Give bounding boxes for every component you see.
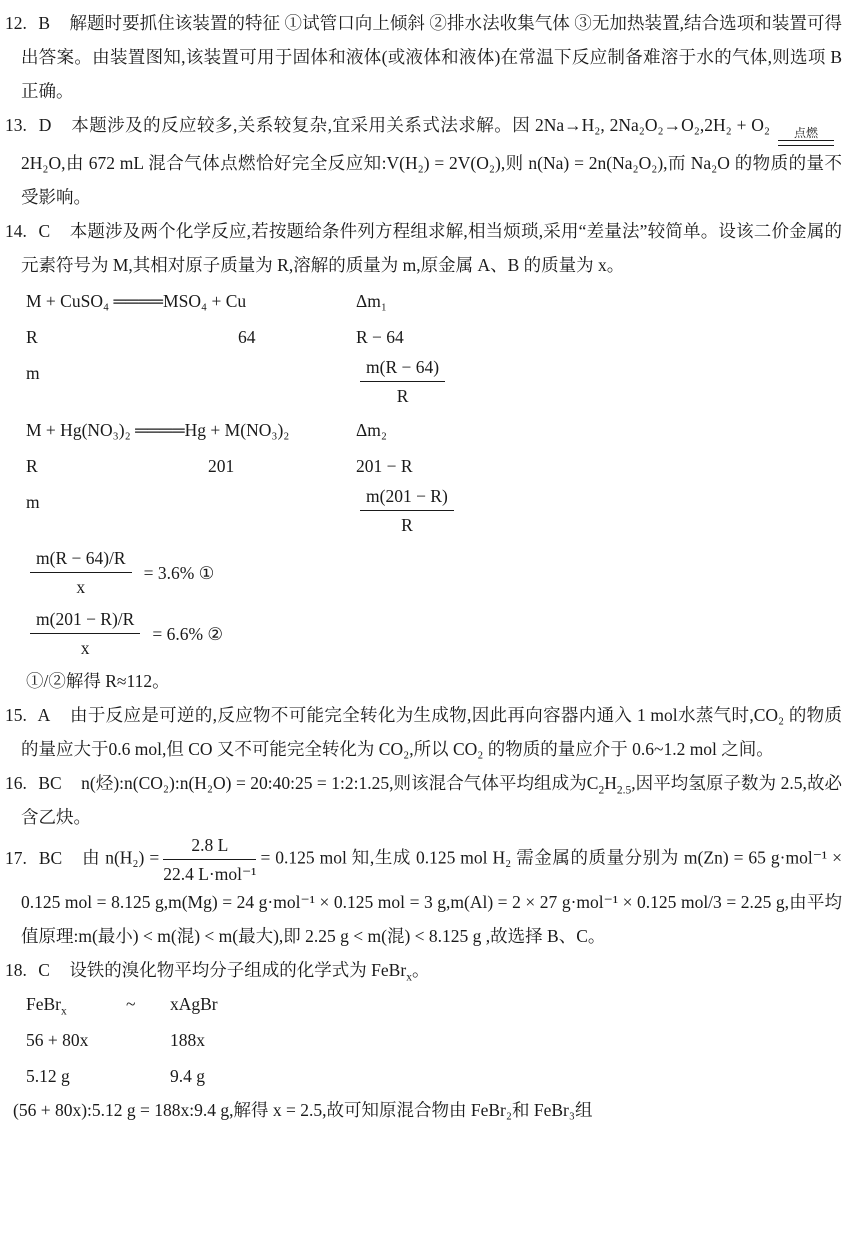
proportion-mass-left: 56 + 80x: [26, 1030, 89, 1050]
proportion-mass-right: 188x: [170, 1030, 205, 1050]
formula-c: C: [586, 773, 599, 793]
fraction: [360, 356, 445, 407]
formula-c-sub: 2: [598, 784, 605, 797]
proportion-blank: [126, 1023, 170, 1057]
item-15-text: 由于反应是可逆的,反应物不可能完全转化为生成物,因此再向容器内通入 1 mol水蒸气时,CO₂ 的物质的量应大于0.6 mol,但 CO 又不可能完全转化为 CO₂,所以 CO₂ 的物质的量应介于 0.6~1.2 mol 之间。: [21, 705, 842, 759]
eq1-given-mass: m: [26, 363, 40, 383]
formula-h: H: [604, 773, 617, 793]
item-16-answer: BC: [38, 773, 62, 793]
eq1-empty: [238, 356, 356, 390]
difference-method-equation-2: [26, 413, 842, 536]
eq1-reactant-mass: R: [26, 327, 38, 347]
item-17: [5, 834, 842, 953]
item-13-text-a: 本题涉及的反应较多,关系较复杂,宜采用关系式法求解。因 2Na→H₂, 2Na₂O₂→O₂,2H₂ + O₂: [71, 115, 771, 135]
eq2-given-mass: m: [26, 492, 40, 512]
item-18-text: 设铁的溴化物平均分子组成的化学式为 FeBr: [69, 960, 407, 980]
ignite-label: 点燃: [794, 126, 819, 140]
proportion-blank: [126, 1059, 170, 1093]
item-13-number: 13.: [5, 115, 27, 135]
eq1-fraction: [356, 356, 842, 407]
item-14-solution-line: ①/②解得 R≈112。: [26, 671, 170, 691]
febr-sub: x: [61, 1005, 67, 1018]
proportion-table: [26, 987, 842, 1093]
fraction-numerator: m(201 − R): [360, 485, 454, 511]
febr-text: FeBr: [26, 994, 61, 1014]
eq1-delta: Δm₁: [356, 291, 387, 311]
fraction-denominator: R: [396, 386, 409, 406]
proportion-xagbr: xAgBr: [170, 994, 218, 1014]
equation-double-line: [778, 140, 834, 146]
item-16-number: 16.: [5, 773, 27, 793]
eq2-empty: [208, 485, 356, 519]
febr-x-sub: x: [406, 971, 412, 984]
item-12: [5, 6, 842, 108]
formula-h-sub: 2.5: [616, 784, 632, 797]
item-18-answer: C: [38, 960, 50, 980]
item-13-answer: D: [38, 115, 52, 135]
proportion-febrx: [26, 987, 126, 1021]
fraction-numerator: m(201 − R)/R: [30, 608, 140, 634]
fraction: [163, 834, 256, 885]
item-17-answer: BC: [38, 847, 63, 868]
eq1-diff: R − 64: [356, 327, 404, 347]
item-12-number: 12.: [5, 13, 27, 33]
item-18-text-end: 。: [411, 960, 430, 980]
eq2-fraction: [356, 485, 842, 536]
item-16-text-b: ,因平均氢原子数为 2.5,故必含乙炔。: [21, 773, 843, 827]
item-16-text-a: n(烃):n(CO₂):n(H₂O) = 20:40:25 = 1:2:1.25,则该混合气体平均组成为: [81, 773, 587, 793]
item-16: [5, 766, 842, 834]
item-13: [5, 108, 842, 214]
eq2-formula: M + Hg(NO₃)₂ ════Hg + M(NO₃)₂: [26, 420, 290, 440]
item-12-answer: B: [38, 13, 50, 33]
fraction-denominator: R: [401, 515, 413, 535]
item-18-number: 18.: [5, 960, 27, 980]
eq2-delta: Δm₂: [356, 420, 387, 440]
item-12-text: 解题时要抓住该装置的特征 ①试管口向上倾斜 ②排水法收集气体 ③无加热装置,结合选项和装置可得出答案。由装置图知,该装置可用于固体和液体(或液体和液体)在常温下反应制备难溶于水的气体,则选项 B 正确。: [21, 13, 843, 101]
difference-method-equation-1: [26, 284, 842, 407]
item-13-text-b: 2H₂O,由 672 mL 混合气体点燃恰好完全反应知:V(H₂) = 2V(O₂),则 n(Na) = 2n(Na₂O₂),而 Na₂O 的物质的量不受影响。: [21, 153, 842, 207]
fraction: [360, 485, 454, 536]
proportion-grams-right: 9.4 g: [170, 1066, 205, 1086]
percent-equation-2: [26, 603, 842, 664]
item-15: [5, 698, 842, 766]
fraction-denominator: x: [80, 638, 90, 658]
item-15-number: 15.: [5, 705, 27, 725]
fraction-numerator: m(R − 64)/R: [30, 547, 132, 573]
item-14-answer: C: [38, 221, 51, 241]
percent-equation-1-rhs: = 3.6% ①: [143, 562, 215, 583]
fraction-denominator: 22.4 L·mol⁻¹: [163, 864, 257, 884]
fraction: [30, 608, 140, 659]
eq2-reactant-mass: R: [26, 456, 38, 476]
item-18: [5, 953, 842, 987]
item-17-text-b: = 0.125 mol 知,生成 0.125 mol H₂ 需金属的质量分别为 m(Zn) = 65 g·mol⁻¹ × 0.125 mol = 8.125 g,m(Mg) = 24 g·mol⁻¹ × 0.125 mol = 3 g,m(Al) = 2 × 27 g·mol⁻¹ × 0.125 mol/3 = 2.25 g,由平均值原理:m(最小) < m(混) < m(最大),即 2.25 g < m(混) < 8.125 g ,故选择 B、C。: [21, 847, 843, 946]
eq2-product-mass: 201: [208, 456, 235, 476]
item-18-solution-line: (56 + 80x):5.12 g = 188x:9.4 g,解得 x = 2.5,故可知原混合物由 FeBr₂和 FeBr₃组: [13, 1100, 593, 1120]
fraction-numerator: m(R − 64): [360, 356, 445, 382]
item-14-number: 14.: [5, 221, 27, 241]
item-17-text-a: 由 n(H₂) =: [82, 847, 160, 868]
eq1-formula: M + CuSO₄ ════MSO₄ + Cu: [26, 291, 247, 311]
ignition-condition: [778, 126, 834, 146]
item-17-number: 17.: [5, 847, 27, 868]
proportion-tilde: ~: [126, 994, 136, 1014]
percent-equation-2-rhs: = 6.6% ②: [152, 623, 224, 644]
percent-equation-1: [26, 542, 842, 603]
item-14-text: 本题涉及两个化学反应,若按题给条件列方程组求解,相当烦琐,采用“差量法”较简单。设该二价金属的元素符号为 M,其相对原子质量为 R,溶解的质量为 m,原金属 A、B 的质量为 x。: [21, 221, 843, 275]
proportion-grams-left: 5.12 g: [26, 1066, 70, 1086]
fraction: [30, 547, 132, 598]
item-14: [5, 214, 842, 282]
average-formula: [586, 773, 632, 797]
fraction-numerator: 2.8 L: [163, 834, 256, 860]
fraction-denominator: x: [76, 577, 86, 597]
eq2-diff: 201 − R: [356, 456, 413, 476]
eq1-product-mass: 64: [238, 327, 256, 347]
item-15-answer: A: [37, 705, 51, 725]
